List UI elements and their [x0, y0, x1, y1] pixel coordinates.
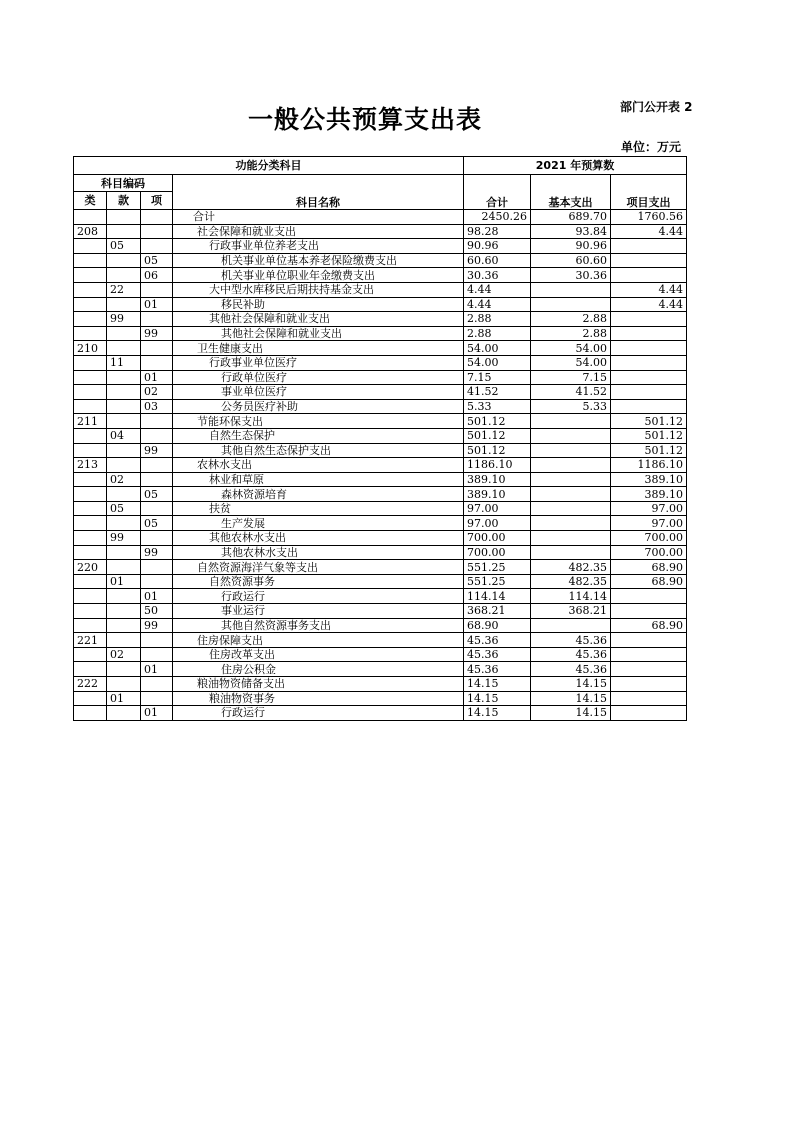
- total-cell: 45.36: [464, 647, 531, 662]
- item-name-cell: 其他农林水支出: [173, 545, 464, 560]
- code-kuan-cell: 99: [107, 312, 141, 327]
- table-row: [74, 647, 687, 662]
- code-kuan-cell: [107, 224, 141, 239]
- code-lei-cell: [74, 253, 107, 268]
- total-cell: 501.12: [464, 428, 531, 443]
- table-row: [74, 210, 687, 225]
- table-row: [74, 545, 687, 560]
- code-kuan-cell: [107, 618, 141, 633]
- code-xiang-cell: 99: [141, 618, 173, 633]
- code-lei-cell: [74, 604, 107, 619]
- code-kuan-cell: [107, 706, 141, 721]
- table-row: [74, 428, 687, 443]
- table-row: [74, 268, 687, 283]
- item-name-cell: 行政事业单位养老支出: [173, 239, 464, 254]
- code-xiang-cell: 01: [141, 370, 173, 385]
- code-xiang-cell: 06: [141, 268, 173, 283]
- table-row: [74, 633, 687, 648]
- code-xiang-cell: 01: [141, 297, 173, 312]
- item-name-cell: 机关事业单位基本养老保险缴费支出: [173, 253, 464, 268]
- code-kuan-cell: [107, 414, 141, 429]
- code-xiang-cell: [141, 574, 173, 589]
- item-name-cell: 其他自然资源事务支出: [173, 618, 464, 633]
- project-cell: 1760.56: [611, 210, 687, 225]
- basic-header: 基本支出: [531, 175, 611, 210]
- code-xiang-cell: 05: [141, 487, 173, 502]
- total-cell: 2.88: [464, 312, 531, 327]
- project-cell: 97.00: [611, 516, 687, 531]
- table-row: [74, 326, 687, 341]
- total-cell: 14.15: [464, 706, 531, 721]
- code-kuan-cell: 02: [107, 472, 141, 487]
- item-name-cell: 行政事业单位医疗: [173, 355, 464, 370]
- project-cell: [611, 239, 687, 254]
- item-name-cell: 森林资源培育: [173, 487, 464, 502]
- code-lei-cell: [74, 545, 107, 560]
- item-name-cell: 农林水支出: [173, 458, 464, 473]
- project-cell: [611, 268, 687, 283]
- code-kuan-cell: 22: [107, 282, 141, 297]
- code-lei-cell: [74, 691, 107, 706]
- code-lei-cell: [74, 662, 107, 677]
- code-kuan-cell: 01: [107, 574, 141, 589]
- code-lei-cell: 208: [74, 224, 107, 239]
- total-cell: 7.15: [464, 370, 531, 385]
- code-xiang-cell: [141, 224, 173, 239]
- code-xiang-cell: [141, 633, 173, 648]
- item-name-cell: 其他社会保障和就业支出: [173, 312, 464, 327]
- code-kuan-cell: 11: [107, 355, 141, 370]
- item-name-cell: 行政运行: [173, 706, 464, 721]
- code-kuan-cell: [107, 487, 141, 502]
- table-row: [74, 443, 687, 458]
- header-row-1: [74, 157, 687, 175]
- basic-cell: 45.36: [531, 633, 611, 648]
- item-name-cell: 其他农林水支出: [173, 531, 464, 546]
- project-cell: [611, 355, 687, 370]
- code-xiang-cell: [141, 282, 173, 297]
- code-lei-cell: 213: [74, 458, 107, 473]
- item-name-cell: 大中型水库移民后期扶持基金支出: [173, 282, 464, 297]
- item-name-cell: 节能环保支出: [173, 414, 464, 429]
- code-lei-cell: [74, 268, 107, 283]
- table-row: [74, 282, 687, 297]
- code-kuan-cell: [107, 516, 141, 531]
- project-cell: 68.90: [611, 560, 687, 575]
- table-row: [74, 691, 687, 706]
- code-lei-cell: 210: [74, 341, 107, 356]
- total-cell: 98.28: [464, 224, 531, 239]
- table-row: [74, 312, 687, 327]
- project-cell: [611, 677, 687, 692]
- project-cell: [611, 399, 687, 414]
- code-kuan-cell: 05: [107, 501, 141, 516]
- project-cell: 68.90: [611, 618, 687, 633]
- code-lei-cell: [74, 239, 107, 254]
- project-cell: 4.44: [611, 282, 687, 297]
- total-cell: 97.00: [464, 516, 531, 531]
- code-kuan-cell: [107, 399, 141, 414]
- basic-cell: [531, 472, 611, 487]
- code-lei-cell: [74, 312, 107, 327]
- total-cell: 1186.10: [464, 458, 531, 473]
- code-xiang-cell: 05: [141, 253, 173, 268]
- code-lei-cell: [74, 706, 107, 721]
- item-name-cell: 住房改革支出: [173, 647, 464, 662]
- code-xiang-cell: 05: [141, 516, 173, 531]
- project-cell: [611, 633, 687, 648]
- table-row: [74, 618, 687, 633]
- item-name-cell: 行政运行: [173, 589, 464, 604]
- project-cell: 389.10: [611, 487, 687, 502]
- basic-cell: 482.35: [531, 560, 611, 575]
- table-row: [74, 458, 687, 473]
- total-cell: 551.25: [464, 560, 531, 575]
- code-kuan-cell: 04: [107, 428, 141, 443]
- total-cell: 14.15: [464, 691, 531, 706]
- table-row: [74, 224, 687, 239]
- code-lei-cell: 222: [74, 677, 107, 692]
- basic-cell: 93.84: [531, 224, 611, 239]
- code-xiang-cell: [141, 458, 173, 473]
- code-kuan-cell: 01: [107, 691, 141, 706]
- total-cell: 14.15: [464, 677, 531, 692]
- project-cell: [611, 662, 687, 677]
- basic-cell: [531, 487, 611, 502]
- basic-cell: [531, 531, 611, 546]
- basic-cell: 30.36: [531, 268, 611, 283]
- item-name-cell: 自然资源事务: [173, 574, 464, 589]
- code-lei-cell: [74, 618, 107, 633]
- project-cell: [611, 341, 687, 356]
- basic-cell: 60.60: [531, 253, 611, 268]
- code-lei-cell: [74, 370, 107, 385]
- item-name-cell: 扶贫: [173, 501, 464, 516]
- code-kuan-cell: [107, 253, 141, 268]
- unit-label: 单位：万元: [621, 140, 682, 154]
- code-xiang-cell: 01: [141, 589, 173, 604]
- total-cell: 4.44: [464, 282, 531, 297]
- total-cell: 45.36: [464, 633, 531, 648]
- code-lei-cell: [74, 531, 107, 546]
- table-row: [74, 662, 687, 677]
- basic-cell: 14.15: [531, 706, 611, 721]
- project-cell: 700.00: [611, 545, 687, 560]
- table-row: [74, 487, 687, 502]
- item-name-cell: 公务员医疗补助: [173, 399, 464, 414]
- total-cell: 45.36: [464, 662, 531, 677]
- total-cell: 501.12: [464, 414, 531, 429]
- item-name-cell: 住房保障支出: [173, 633, 464, 648]
- item-name-cell: 合计: [173, 210, 464, 225]
- code-xiang-cell: [141, 501, 173, 516]
- item-name-cell: 粮油物资事务: [173, 691, 464, 706]
- table-row: [74, 589, 687, 604]
- item-name-cell: 其他自然生态保护支出: [173, 443, 464, 458]
- code-xiang-cell: 50: [141, 604, 173, 619]
- basic-cell: 14.15: [531, 691, 611, 706]
- project-cell: 501.12: [611, 414, 687, 429]
- item-name-cell: 生产发展: [173, 516, 464, 531]
- basic-cell: [531, 618, 611, 633]
- code-lei-cell: [74, 399, 107, 414]
- code-kuan-cell: [107, 677, 141, 692]
- lei-header: 类: [74, 192, 107, 210]
- basic-cell: 41.52: [531, 385, 611, 400]
- total-cell: 114.14: [464, 589, 531, 604]
- budget-table: [73, 156, 687, 721]
- basic-cell: 45.36: [531, 647, 611, 662]
- code-lei-cell: [74, 516, 107, 531]
- basic-cell: [531, 516, 611, 531]
- total-header: 合计: [464, 175, 531, 210]
- project-cell: 4.44: [611, 224, 687, 239]
- code-xiang-cell: [141, 414, 173, 429]
- code-xiang-cell: [141, 472, 173, 487]
- project-cell: 700.00: [611, 531, 687, 546]
- item-name-cell: 其他社会保障和就业支出: [173, 326, 464, 341]
- table-row: [74, 501, 687, 516]
- code-header: 科目编码: [74, 175, 173, 192]
- total-cell: 5.33: [464, 399, 531, 414]
- total-cell: 2.88: [464, 326, 531, 341]
- basic-cell: 90.96: [531, 239, 611, 254]
- code-lei-cell: 221: [74, 633, 107, 648]
- code-kuan-cell: [107, 385, 141, 400]
- budget-year-header: 2021 年预算数: [464, 157, 687, 175]
- code-lei-cell: [74, 589, 107, 604]
- basic-cell: 7.15: [531, 370, 611, 385]
- project-cell: [611, 604, 687, 619]
- code-xiang-cell: [141, 355, 173, 370]
- basic-cell: [531, 282, 611, 297]
- total-cell: 2450.26: [464, 210, 531, 225]
- total-cell: 4.44: [464, 297, 531, 312]
- basic-cell: [531, 428, 611, 443]
- project-header: 项目支出: [611, 175, 687, 210]
- code-xiang-cell: [141, 428, 173, 443]
- table-row: [74, 414, 687, 429]
- code-lei-cell: [74, 574, 107, 589]
- project-cell: [611, 385, 687, 400]
- project-cell: 4.44: [611, 297, 687, 312]
- basic-cell: [531, 545, 611, 560]
- code-xiang-cell: 02: [141, 385, 173, 400]
- code-kuan-cell: [107, 210, 141, 225]
- total-cell: 41.52: [464, 385, 531, 400]
- project-cell: [611, 589, 687, 604]
- code-kuan-cell: [107, 268, 141, 283]
- basic-cell: 14.15: [531, 677, 611, 692]
- code-lei-cell: [74, 428, 107, 443]
- name-header: 科目名称: [173, 175, 464, 210]
- basic-cell: 54.00: [531, 341, 611, 356]
- code-xiang-cell: [141, 677, 173, 692]
- code-lei-cell: [74, 326, 107, 341]
- code-xiang-cell: [141, 691, 173, 706]
- header-row-2: [74, 175, 687, 192]
- code-kuan-cell: [107, 297, 141, 312]
- code-xiang-cell: [141, 210, 173, 225]
- form-number: 部门公开表 2: [620, 100, 693, 114]
- code-xiang-cell: 01: [141, 706, 173, 721]
- code-lei-cell: [74, 210, 107, 225]
- code-kuan-cell: 99: [107, 531, 141, 546]
- code-kuan-cell: [107, 370, 141, 385]
- code-kuan-cell: [107, 458, 141, 473]
- basic-cell: [531, 458, 611, 473]
- project-cell: 68.90: [611, 574, 687, 589]
- project-cell: 389.10: [611, 472, 687, 487]
- code-kuan-cell: [107, 341, 141, 356]
- total-cell: 30.36: [464, 268, 531, 283]
- table-row: [74, 253, 687, 268]
- item-name-cell: 机关事业单位职业年金缴费支出: [173, 268, 464, 283]
- total-cell: 68.90: [464, 618, 531, 633]
- code-lei-cell: 211: [74, 414, 107, 429]
- item-name-cell: 林业和草原: [173, 472, 464, 487]
- total-cell: 90.96: [464, 239, 531, 254]
- basic-cell: 689.70: [531, 210, 611, 225]
- total-cell: 60.60: [464, 253, 531, 268]
- code-xiang-cell: [141, 531, 173, 546]
- table-row: [74, 560, 687, 575]
- code-xiang-cell: 01: [141, 662, 173, 677]
- code-lei-cell: [74, 443, 107, 458]
- code-kuan-cell: [107, 589, 141, 604]
- project-cell: [611, 312, 687, 327]
- basic-cell: 482.35: [531, 574, 611, 589]
- code-kuan-cell: [107, 662, 141, 677]
- total-cell: 700.00: [464, 531, 531, 546]
- code-lei-cell: [74, 487, 107, 502]
- project-cell: 501.12: [611, 428, 687, 443]
- total-cell: 389.10: [464, 472, 531, 487]
- code-xiang-cell: [141, 312, 173, 327]
- basic-cell: 2.88: [531, 326, 611, 341]
- project-cell: [611, 370, 687, 385]
- table-row: [74, 297, 687, 312]
- total-cell: 368.21: [464, 604, 531, 619]
- basic-cell: 5.33: [531, 399, 611, 414]
- code-kuan-cell: 05: [107, 239, 141, 254]
- table-row: [74, 355, 687, 370]
- project-cell: [611, 647, 687, 662]
- basic-cell: [531, 443, 611, 458]
- item-name-cell: 移民补助: [173, 297, 464, 312]
- code-xiang-cell: [141, 647, 173, 662]
- code-kuan-cell: [107, 633, 141, 648]
- code-kuan-cell: [107, 545, 141, 560]
- table-row: [74, 341, 687, 356]
- project-cell: [611, 253, 687, 268]
- total-cell: 54.00: [464, 341, 531, 356]
- table-row: [74, 399, 687, 414]
- item-name-cell: 自然资源海洋气象等支出: [173, 560, 464, 575]
- table-row: [74, 472, 687, 487]
- item-name-cell: 社会保障和就业支出: [173, 224, 464, 239]
- table-row: [74, 604, 687, 619]
- code-lei-cell: [74, 282, 107, 297]
- total-cell: 54.00: [464, 355, 531, 370]
- basic-cell: [531, 297, 611, 312]
- table-row: [74, 516, 687, 531]
- code-kuan-cell: [107, 443, 141, 458]
- item-name-cell: 卫生健康支出: [173, 341, 464, 356]
- code-lei-cell: [74, 297, 107, 312]
- project-cell: 1186.10: [611, 458, 687, 473]
- project-cell: 501.12: [611, 443, 687, 458]
- project-cell: 97.00: [611, 501, 687, 516]
- code-xiang-cell: 03: [141, 399, 173, 414]
- code-kuan-cell: [107, 560, 141, 575]
- basic-cell: [531, 414, 611, 429]
- code-xiang-cell: 99: [141, 545, 173, 560]
- func-class-header: 功能分类科目: [74, 157, 464, 175]
- code-kuan-cell: [107, 326, 141, 341]
- code-kuan-cell: [107, 604, 141, 619]
- basic-cell: [531, 501, 611, 516]
- code-xiang-cell: 99: [141, 443, 173, 458]
- code-xiang-cell: [141, 239, 173, 254]
- code-lei-cell: [74, 647, 107, 662]
- table-row: [74, 370, 687, 385]
- table-row: [74, 677, 687, 692]
- code-lei-cell: [74, 472, 107, 487]
- code-xiang-cell: [141, 560, 173, 575]
- basic-cell: 368.21: [531, 604, 611, 619]
- project-cell: [611, 326, 687, 341]
- basic-cell: 114.14: [531, 589, 611, 604]
- code-kuan-cell: 02: [107, 647, 141, 662]
- total-cell: 551.25: [464, 574, 531, 589]
- item-name-cell: 行政单位医疗: [173, 370, 464, 385]
- table-row: [74, 531, 687, 546]
- table-row: [74, 385, 687, 400]
- project-cell: [611, 691, 687, 706]
- item-name-cell: 粮油物资储备支出: [173, 677, 464, 692]
- table-row: [74, 574, 687, 589]
- item-name-cell: 自然生态保护: [173, 428, 464, 443]
- basic-cell: 2.88: [531, 312, 611, 327]
- total-cell: 501.12: [464, 443, 531, 458]
- code-xiang-cell: [141, 341, 173, 356]
- basic-cell: 54.00: [531, 355, 611, 370]
- basic-cell: 45.36: [531, 662, 611, 677]
- page-title: 一般公共预算支出表: [247, 105, 482, 134]
- code-lei-cell: [74, 501, 107, 516]
- table-row: [74, 239, 687, 254]
- code-lei-cell: [74, 385, 107, 400]
- total-cell: 97.00: [464, 501, 531, 516]
- item-name-cell: 事业单位医疗: [173, 385, 464, 400]
- table-body: [74, 210, 687, 721]
- table-row: [74, 706, 687, 721]
- code-lei-cell: 220: [74, 560, 107, 575]
- item-name-cell: 事业运行: [173, 604, 464, 619]
- item-name-cell: 住房公积金: [173, 662, 464, 677]
- total-cell: 389.10: [464, 487, 531, 502]
- project-cell: [611, 706, 687, 721]
- code-xiang-cell: 99: [141, 326, 173, 341]
- code-lei-cell: [74, 355, 107, 370]
- xiang-header: 项: [141, 192, 173, 210]
- kuan-header: 款: [107, 192, 141, 210]
- total-cell: 700.00: [464, 545, 531, 560]
